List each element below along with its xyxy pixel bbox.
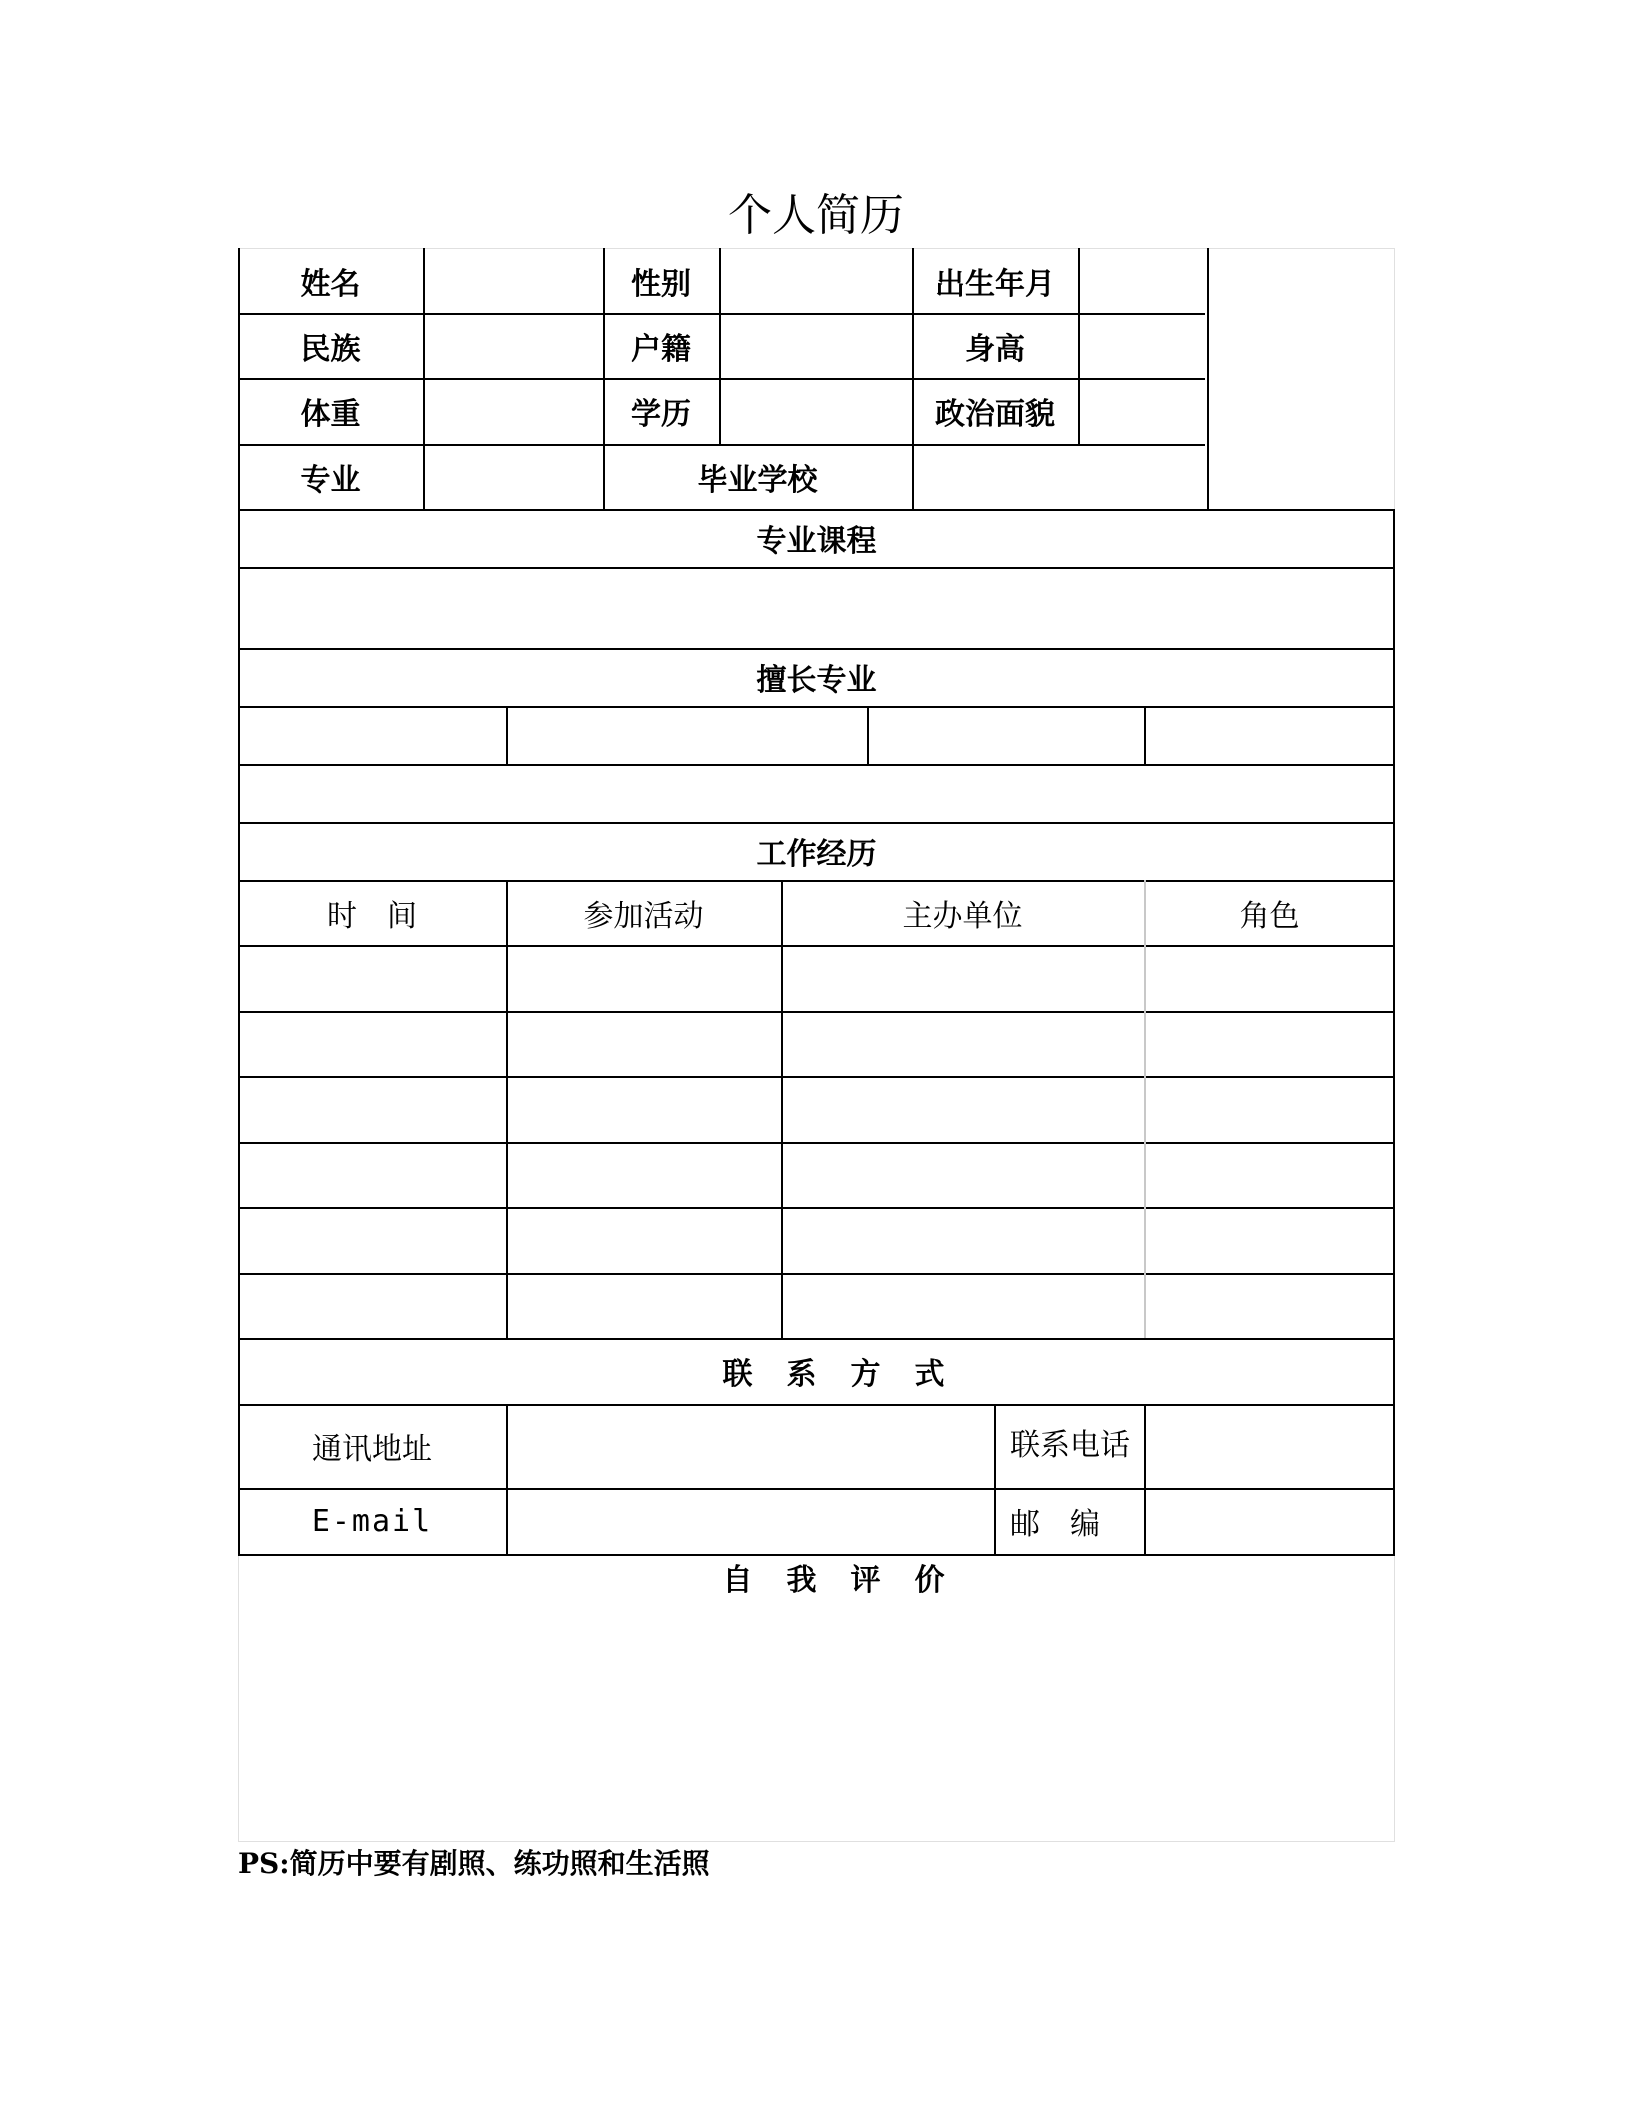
school-label: 毕业学校	[697, 462, 818, 498]
skill-input-2[interactable]	[506, 706, 867, 764]
address-label: 通讯地址	[312, 1432, 432, 1467]
contact-heading: 联系方式	[722, 1357, 979, 1392]
footnote	[238, 1846, 710, 1882]
skills-heading: 擅长专业	[756, 663, 877, 698]
phone-label: 联系电话	[1010, 1428, 1130, 1463]
gender-input[interactable]	[719, 248, 912, 313]
self-evaluation-heading: 自我评价	[722, 1563, 979, 1598]
courses-heading: 专业课程	[756, 524, 877, 559]
table-row[interactable]	[238, 1273, 1395, 1338]
ethnicity-input[interactable]	[423, 313, 603, 378]
phone-input[interactable]	[1144, 1404, 1395, 1488]
political-label: 政治面貌	[935, 397, 1055, 432]
table-row[interactable]	[238, 1142, 1395, 1207]
skills-extra-input[interactable]	[238, 764, 1395, 822]
education-label: 学历	[631, 397, 691, 432]
work-heading: 工作经历	[756, 837, 877, 872]
birth-label: 出生年月	[935, 266, 1055, 302]
work-col-role: 角色	[1239, 898, 1300, 934]
school-input[interactable]	[912, 444, 1207, 509]
height-input[interactable]	[1078, 313, 1207, 378]
birth-input[interactable]	[1078, 248, 1207, 313]
email-input[interactable]	[506, 1488, 994, 1554]
name-input[interactable]	[423, 248, 603, 313]
work-col-time: 时 间	[327, 898, 417, 934]
photo-area[interactable]	[1207, 248, 1395, 509]
address-input[interactable]	[506, 1404, 994, 1488]
table-row[interactable]	[238, 1076, 1395, 1142]
major-label: 专业	[300, 462, 361, 498]
political-input[interactable]	[1078, 378, 1207, 444]
major-input[interactable]	[423, 444, 603, 509]
postcode-label: 邮 编	[1010, 1507, 1100, 1542]
self-evaluation-input[interactable]	[238, 1600, 1395, 1842]
footnote-prefix: PS:	[238, 1847, 290, 1880]
work-col-activity: 参加活动	[583, 898, 704, 934]
height-label: 身高	[965, 331, 1025, 367]
footnote-text: 简历中要有剧照、练功照和生活照	[289, 1847, 710, 1880]
postcode-input[interactable]	[1144, 1488, 1395, 1554]
hukou-input[interactable]	[719, 313, 912, 378]
skill-input-1[interactable]	[238, 706, 506, 764]
education-input[interactable]	[719, 378, 912, 444]
courses-input[interactable]	[238, 567, 1395, 648]
email-label: E-mail	[311, 1503, 433, 1539]
hukou-label: 户籍	[631, 331, 691, 367]
weight-label: 体重	[300, 397, 361, 432]
gender-label: 性别	[631, 266, 691, 302]
skill-input-3[interactable]	[867, 706, 1144, 764]
skill-input-4[interactable]	[1144, 706, 1395, 764]
work-col-organizer: 主办单位	[902, 898, 1023, 934]
table-row[interactable]	[238, 1207, 1395, 1273]
table-row[interactable]	[238, 1011, 1395, 1076]
table-row[interactable]	[238, 945, 1395, 1011]
weight-input[interactable]	[423, 378, 603, 444]
ethnicity-label: 民族	[300, 331, 361, 367]
resume-table	[238, 248, 1395, 1842]
name-label: 姓名	[300, 266, 361, 302]
page-title: 个人简历	[728, 190, 904, 241]
